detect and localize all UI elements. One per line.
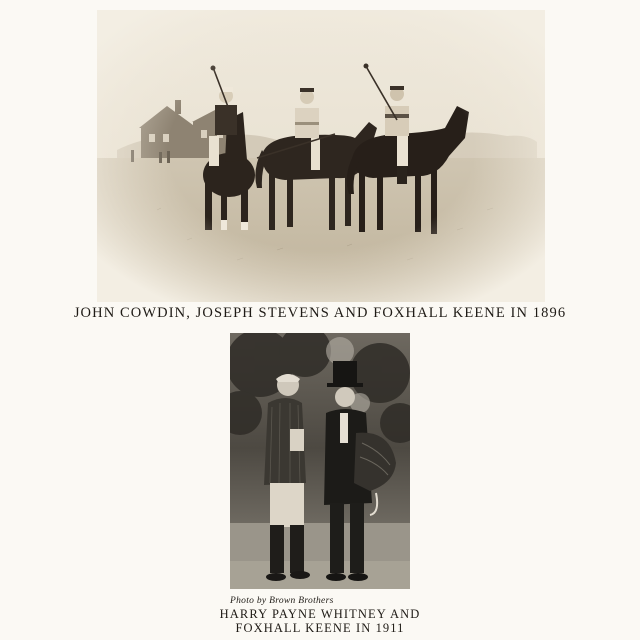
bottom-photo-caption-line2: FOXHALL KEENE IN 1911	[235, 621, 405, 635]
top-photo-caption: JOHN COWDIN, JOSEPH STEVENS AND FOXHALL KEENE IN 1896	[73, 305, 567, 321]
bottom-photo-caption-line1: HARRY PAYNE WHITNEY AND	[219, 607, 421, 621]
polo-players-1896-photo	[97, 10, 545, 302]
whitney-keene-1911-photo	[230, 333, 410, 589]
photo-credit: Photo by Brown Brothers	[230, 596, 334, 606]
